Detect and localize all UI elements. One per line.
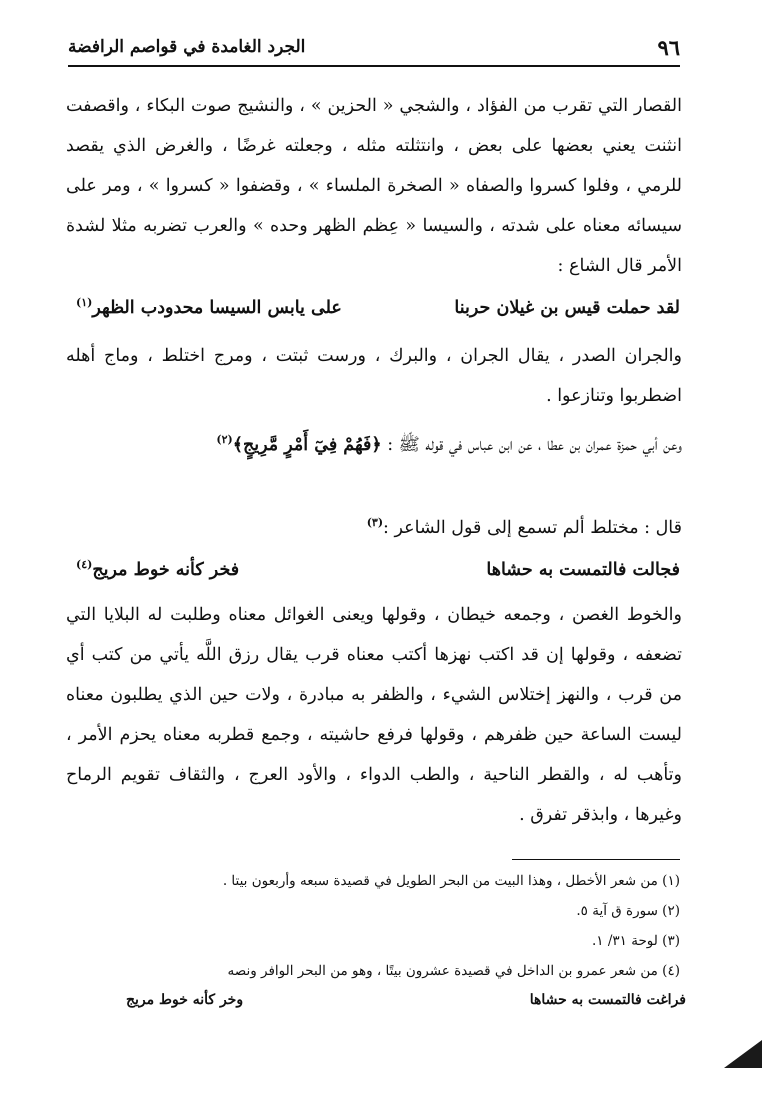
- paragraph-text-run: قال : مختلط ألم تسمع إلى قول الشاعر :: [383, 517, 682, 538]
- footnote-2: (٢) سورة ق آية ٥.: [576, 903, 680, 919]
- paragraph-text: والجران الصدر ، يقال الجران ، والبرك ، ورست ثبتت ، ومرج اختلط ، وماج أهله اضطربوا وتنازعوا .: [66, 346, 682, 406]
- page-corner-mark: [724, 1040, 762, 1068]
- verse-right-hemistich: فجالت فالتمست به حشاها: [486, 559, 680, 580]
- paragraph-5: [66, 595, 682, 835]
- paragraph-3: [66, 420, 682, 465]
- footnotes: [66, 866, 680, 986]
- book-title: الجرد الغامدة في قواصم الرافضة: [68, 37, 306, 57]
- header-rule: [68, 65, 680, 67]
- poem-verse-1: [68, 296, 680, 318]
- footnote-rule: [512, 859, 680, 860]
- footnote-verse: [126, 992, 686, 1008]
- paragraph-4: [66, 503, 682, 548]
- footnote-3: (٣) لوحة ٣١/ ١.: [592, 933, 680, 949]
- page-header: [68, 32, 680, 62]
- page-number: ٩٦: [657, 34, 680, 60]
- paragraph-text-run: وعن أبي حمزة عمران بن عطا ، عن ابن عباس في قوله ﷺ :: [381, 434, 682, 455]
- paragraph-text: والخوط الغصن ، وجمعه خيطان ، وقولها ويعنى الغوائل معناه وطلبت له البلايا التي تضعفه ، وقولها إن قد اكتب نهزها أكتب معناه قرب يقال رزق اللَّه يأتي من كتب أي من قرب ، والنهز إختلاس الشيء ، والظفر به مبادرة ، ولات حين الذي يطلبون معناه ليست الساعة حين ظفرهم ، وقولها فرفع حاشيته ، وجمع قطربه معناه يحزم الأمر ، وتأهب له ، والقطر الناحية ، والطب الدواء ، والأود العرج ، والثقاف تقويم الرماح وغيرها ، وابذقر تفرق .: [66, 605, 682, 825]
- verse-left-hemistich: [68, 296, 342, 318]
- footnote-ref: (٤): [76, 558, 93, 571]
- paragraph-text: القصار التي تقرب من الفؤاد ، والشجي « الحزين » ، والنشيج صوت البكاء ، واقصفت انثنت يعني بعضها على بعض ، وانتثلته مثله ، وجعلته غرضًا ، والغرض الذي يقصد للرمي ، وفلوا كسروا والصفاه « الصخرة الملساء » ، وقضفوا « كسروا » ، ومر على سيسائه معناه على شدته ، والسيسا « عِظم الظهر وحده » والعرب تضربه مثلا لشدة الأمر قال الشاع :: [66, 96, 682, 276]
- footnote-verse-left: وخر كأنه خوط مريج: [126, 992, 244, 1008]
- footnote-1: (١) من شعر الأخطل ، وهذا البيت من البحر الطويل في قصيدة سبعه وأربعون بيتا .: [222, 873, 680, 889]
- quran-quote: ﴿فَهُمْ فِيٓ أَمْرٍ مَّرِيجٍ﴾: [232, 434, 382, 455]
- footnote-verse-right: فراغت فالتمست به حشاها: [529, 992, 686, 1008]
- verse-right-hemistich: لقد حملت قيس بن غيلان حربنا: [454, 297, 680, 318]
- footnote-ref: (٣): [366, 516, 384, 529]
- verse-left-hemistich: [68, 558, 239, 580]
- paragraph-text: [66, 503, 682, 548]
- verse-text: فخر كأنه خوط مريج: [92, 559, 240, 580]
- footnote-4: (٤) من شعر عمرو بن الداخل في قصيدة عشرون بيتًا ، وهو من البحر الوافر ونصه: [227, 963, 680, 979]
- paragraph-text: [66, 420, 682, 465]
- paragraph-2: [66, 336, 682, 416]
- footnote-ref: (١): [76, 296, 93, 309]
- paragraph-1: [66, 86, 682, 286]
- verse-text: على يابس السيسا محدودب الظهر: [92, 297, 342, 318]
- poem-verse-2: [68, 558, 680, 580]
- footnote-ref: (٢): [216, 433, 233, 446]
